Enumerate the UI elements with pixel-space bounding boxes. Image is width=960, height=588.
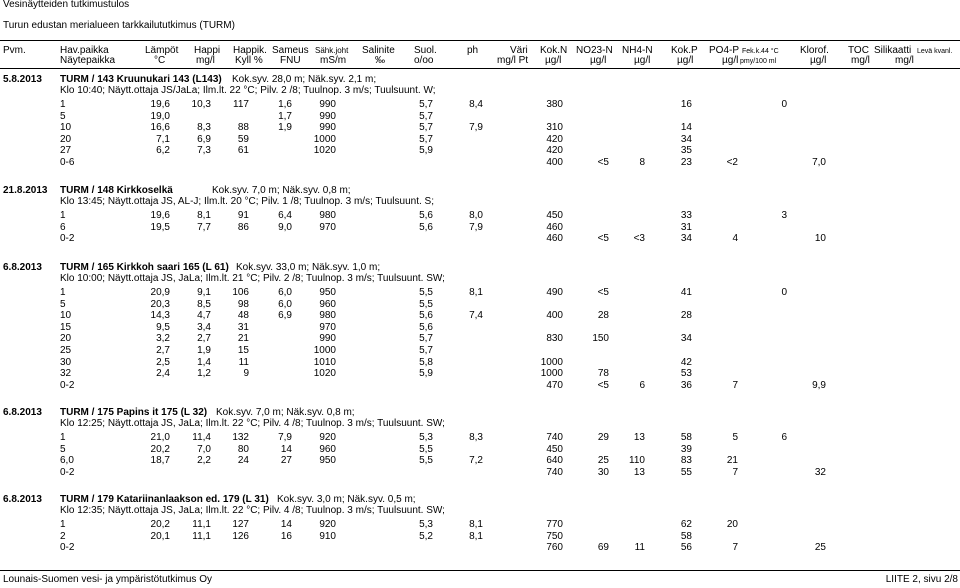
- cell-sahk: 970: [319, 321, 336, 333]
- cell-sahk: 1010: [313, 356, 336, 368]
- cell-suol: 5,9: [419, 368, 433, 380]
- cell-sahk: 970: [319, 221, 336, 233]
- cell-suol: 5,7: [419, 110, 433, 122]
- cell-happik: 61: [237, 145, 249, 157]
- cell-po4: 7: [732, 542, 738, 554]
- cell-fek: 6: [781, 432, 787, 443]
- cell-depth: 1: [60, 432, 66, 443]
- cell-depth: 15: [60, 321, 72, 333]
- header-kokn: Kok.N: [540, 45, 568, 56]
- cell-sameus: 6,4: [278, 210, 292, 221]
- cell-fek: 3: [781, 210, 787, 221]
- cell-happi: 7,3: [197, 145, 211, 157]
- site-conditions: Klo 10:40; Näytt.ottaja JS/JaLa; Ilm.lt. 22 °C; Pilv. 2 /8; Tuulnop. 3 m/s; Tuulsuunt. W;: [60, 85, 436, 96]
- cell-suol: 5,6: [419, 310, 433, 322]
- cell-lampot: 20,3: [150, 298, 170, 310]
- cell-nh4: <3: [633, 233, 645, 245]
- cell-ph: 8,3: [469, 432, 483, 443]
- cell-happik: 24: [237, 455, 249, 467]
- header-havpaikka: Hav.paikka: [60, 45, 109, 56]
- site-name: TURM / 148 Kirkkoselkä: [60, 185, 173, 196]
- header-salinite-unit: ‰: [375, 55, 385, 66]
- header-kokp-unit: µg/l: [677, 55, 694, 66]
- header-happik: Happik.: [233, 45, 267, 56]
- cell-sahk: 960: [319, 443, 336, 455]
- cell-happik: 98: [237, 298, 249, 310]
- cell-happi: 3,4: [197, 321, 211, 333]
- cell-happi: 7,0: [197, 443, 211, 455]
- cell-kokn: 460: [546, 221, 563, 233]
- cell-happik: 127: [232, 519, 249, 530]
- cell-ph: 8,0: [469, 210, 483, 221]
- cell-lampot: 7,1: [156, 133, 170, 145]
- cell-suol: 5,8: [419, 356, 433, 368]
- header-ph: ph: [467, 45, 479, 56]
- cell-happik: 59: [237, 133, 249, 145]
- cell-sameus: 1,6: [278, 99, 292, 110]
- cell-kokp: 23: [680, 157, 692, 168]
- cell-no23: 25: [597, 455, 609, 467]
- cell-sahk: 1000: [313, 133, 336, 145]
- cell-kokp: 58: [680, 530, 692, 542]
- cell-happik: 88: [237, 122, 249, 134]
- cell-happi: 11,1: [192, 519, 211, 530]
- cell-kokn: 470: [546, 379, 563, 391]
- cell-kokn: 310: [546, 122, 563, 134]
- cell-depth: 0-2: [60, 466, 75, 478]
- cell-happi: 10,3: [191, 99, 211, 110]
- header-happi: Happi: [194, 45, 221, 56]
- cell-kokp: 35: [680, 145, 692, 157]
- header-no23-unit: µg/l: [590, 55, 607, 66]
- cell-kokp: 55: [680, 466, 692, 478]
- cell-kokn: 1000: [540, 356, 563, 368]
- cell-po4: 4: [732, 233, 738, 245]
- cell-kokn: 460: [546, 233, 563, 245]
- header-happik-unit: Kyll %: [235, 55, 263, 66]
- cell-depth: 5: [60, 443, 66, 455]
- cell-nh4: 11: [634, 542, 645, 554]
- cell-ph: 8,1: [469, 519, 483, 530]
- cell-lampot: 19,5: [150, 221, 170, 233]
- cell-ph: 7,4: [469, 310, 483, 322]
- cell-kokp: 62: [680, 519, 692, 530]
- site-name: TURM / 165 Kirkkoh saari 165 (L 61): [60, 262, 229, 273]
- header-sameus-unit: FNU: [280, 55, 301, 66]
- header-pvm: Pvm.: [3, 45, 26, 56]
- cell-sahk: 990: [319, 99, 336, 110]
- cell-kokp: 28: [680, 310, 692, 322]
- header-toc-unit: mg/l: [851, 55, 870, 66]
- cell-kokn: 740: [546, 432, 563, 443]
- cell-sahk: 990: [319, 122, 336, 134]
- cell-suol: 5,7: [419, 99, 433, 110]
- cell-no23: 69: [597, 542, 609, 554]
- cell-lampot: 19,0: [150, 110, 170, 122]
- cell-suol: 5,5: [419, 455, 433, 467]
- header-po4: PO4-P: [709, 45, 740, 56]
- cell-nh4: 6: [639, 379, 645, 391]
- site-depth-info: Kok.syv. 7,0 m; Näk.syv. 0,8 m;: [216, 407, 355, 418]
- cell-happi: 1,2: [197, 368, 211, 380]
- cell-happik: 48: [237, 310, 249, 322]
- site-date: 6.8.2013: [3, 262, 42, 273]
- cell-suol: 5,6: [419, 221, 433, 233]
- site-conditions: Klo 13:45; Näytt.ottaja JS, AL-J; Ilm.lt. 20 °C; Pilv. 1 /8; Tuulnop. 3 m/s; Tuulsuunt. S;: [60, 196, 434, 207]
- cell-depth: 27: [60, 145, 72, 157]
- header-suol-unit: o/oo: [414, 55, 434, 66]
- cell-depth: 20: [60, 333, 72, 345]
- cell-lampot: 2,7: [156, 345, 170, 356]
- cell-sahk: 1000: [313, 345, 336, 356]
- cell-lampot: 3,2: [156, 333, 170, 345]
- header-vari: Väri: [510, 45, 528, 56]
- cell-kokp: 36: [680, 379, 692, 391]
- cell-sahk: 1020: [313, 145, 336, 157]
- site-depth-info: Kok.syv. 28,0 m; Näk.syv. 2,1 m;: [232, 74, 377, 85]
- header-sahk-unit: mS/m: [320, 55, 347, 66]
- cell-depth: 10: [60, 310, 72, 322]
- cell-happi: 8,1: [197, 210, 211, 221]
- cell-happik: 117: [233, 99, 249, 110]
- cell-kokn: 450: [546, 443, 563, 455]
- site-name: TURM / 179 Katariinanlaakson ed. 179 (L 31): [60, 494, 269, 505]
- cell-po4: 7: [732, 466, 738, 478]
- cell-kokp: 53: [680, 368, 692, 380]
- cell-lampot: 9,5: [156, 321, 170, 333]
- cell-happik: 31: [237, 321, 249, 333]
- cell-sahk: 980: [319, 310, 336, 322]
- header-po4-unit: µg/l: [722, 55, 739, 66]
- header-top-rule: [0, 40, 960, 41]
- cell-no23: <5: [597, 287, 609, 298]
- header-fek: Fek.k.44 °C: [742, 48, 779, 55]
- cell-ph: 8,1: [469, 530, 483, 542]
- cell-kokn: 640: [546, 455, 563, 467]
- cell-kokn: 1000: [540, 368, 563, 380]
- cell-depth: 2: [60, 530, 66, 542]
- cell-sahk: 920: [319, 519, 336, 530]
- cell-ph: 8,4: [469, 99, 483, 110]
- cell-fek: 0: [781, 99, 787, 110]
- cell-kokp: 42: [680, 356, 692, 368]
- cell-lampot: 20,2: [150, 443, 170, 455]
- cell-suol: 5,7: [419, 345, 433, 356]
- cell-lampot: 6,2: [156, 145, 170, 157]
- site-depth-info: Kok.syv. 33,0 m; Näk.syv. 1,0 m;: [236, 262, 381, 273]
- cell-nh4: 13: [633, 432, 645, 443]
- cell-ph: 7,9: [469, 221, 483, 233]
- cell-nh4: 13: [633, 466, 645, 478]
- cell-sameus: 1,7: [278, 110, 292, 122]
- cell-no23: 78: [597, 368, 609, 380]
- cell-klorof: 32: [814, 466, 826, 478]
- cell-kokn: 400: [546, 310, 563, 322]
- cell-kokp: 14: [680, 122, 692, 134]
- cell-lampot: 2,5: [156, 356, 170, 368]
- cell-kokp: 33: [680, 210, 692, 221]
- cell-happi: 2,2: [197, 455, 211, 467]
- header-bottom-rule: [0, 68, 960, 69]
- header-klorof: Klorof.: [800, 45, 829, 56]
- cell-sahk: 910: [319, 530, 336, 542]
- cell-happi: 2,7: [197, 333, 211, 345]
- cell-sahk: 960: [319, 298, 336, 310]
- cell-suol: 5,6: [419, 321, 433, 333]
- cell-kokn: 490: [546, 287, 563, 298]
- cell-sahk: 990: [319, 333, 336, 345]
- cell-depth: 6: [60, 221, 66, 233]
- header-silikaatti-unit: mg/l: [895, 55, 914, 66]
- header-silikaatti: Silikaatti: [874, 45, 912, 56]
- cell-lampot: 21,0: [150, 432, 170, 443]
- cell-kokp: 34: [680, 333, 692, 345]
- cell-suol: 5,5: [419, 287, 433, 298]
- cell-po4: 20: [726, 519, 738, 530]
- cell-kokn: 450: [546, 210, 563, 221]
- cell-sameus: 6,0: [278, 287, 292, 298]
- header-toc: TOC: [848, 45, 869, 56]
- cell-kokp: 39: [680, 443, 692, 455]
- cell-nh4: 110: [629, 455, 645, 467]
- site-conditions: Klo 12:35; Näytt.ottaja JS, JaLa; Ilm.lt. 22 °C; Pilv. 4 /8; Tuulnop. 3 m/s; Tuulsuunt. SW;: [60, 505, 445, 516]
- cell-sameus: 14: [280, 519, 292, 530]
- cell-depth: 5: [60, 110, 66, 122]
- cell-kokn: 420: [546, 133, 563, 145]
- cell-sahk: 920: [319, 432, 336, 443]
- cell-lampot: 14,3: [150, 310, 170, 322]
- site-conditions: Klo 12:25; Näytt.ottaja JS, JaLa; Ilm.lt. 22 °C; Pilv. 4 /8; Tuulnop. 3 m/s; Tuulsuunt. SW;: [60, 418, 445, 429]
- cell-sameus: 16: [280, 530, 292, 542]
- cell-happi: 1,4: [197, 356, 211, 368]
- cell-kokp: 83: [680, 455, 692, 467]
- cell-klorof: 25: [814, 542, 826, 554]
- cell-po4: 5: [732, 432, 738, 443]
- header-nh4: NH4-N: [622, 45, 653, 56]
- cell-suol: 5,5: [419, 298, 433, 310]
- header-kokp: Kok.P: [671, 45, 698, 56]
- footer-left: Lounais-Suomen vesi- ja ympäristötutkimus Oy: [3, 574, 212, 585]
- cell-no23: 29: [597, 432, 609, 443]
- cell-depth: 1: [60, 287, 66, 298]
- cell-lampot: 20,9: [150, 287, 170, 298]
- cell-depth: 0-2: [60, 233, 75, 245]
- cell-depth: 0-6: [60, 157, 75, 168]
- cell-nh4: 8: [639, 157, 645, 168]
- cell-ph: 7,9: [469, 122, 483, 134]
- cell-suol: 5,7: [419, 133, 433, 145]
- cell-depth: 10: [60, 122, 72, 134]
- cell-depth: 0-2: [60, 542, 75, 554]
- cell-no23: <5: [597, 233, 609, 245]
- site-depth-info: Kok.syv. 7,0 m; Näk.syv. 0,8 m;: [212, 185, 351, 196]
- cell-sahk: 950: [319, 287, 336, 298]
- cell-happi: 6,9: [197, 133, 211, 145]
- cell-depth: 25: [60, 345, 72, 356]
- cell-kokn: 380: [546, 99, 563, 110]
- cell-sahk: 1020: [313, 368, 336, 380]
- cell-po4: <2: [726, 157, 738, 168]
- cell-happik: 126: [232, 530, 249, 542]
- cell-fek: 0: [781, 287, 787, 298]
- cell-happi: 4,7: [197, 310, 211, 322]
- cell-sameus: 14: [280, 443, 292, 455]
- site-date: 5.8.2013: [3, 74, 42, 85]
- cell-ph: 8,1: [469, 287, 483, 298]
- document-subtitle: Turun edustan merialueen tarkkailututkimus (TURM): [3, 20, 235, 31]
- cell-happi: 9,1: [197, 287, 211, 298]
- cell-happi: 8,5: [197, 298, 211, 310]
- header-fek-unit: pmy/100 ml: [740, 58, 777, 65]
- cell-sahk: 950: [319, 455, 336, 467]
- cell-lampot: 19,6: [150, 210, 170, 221]
- cell-happi: 7,7: [197, 221, 211, 233]
- cell-klorof: 10: [814, 233, 826, 245]
- site-date: 21.8.2013: [3, 185, 48, 196]
- cell-kokp: 41: [680, 287, 692, 298]
- cell-sameus: 6,0: [278, 298, 292, 310]
- cell-po4: 21: [726, 455, 738, 467]
- site-name: TURM / 175 Papins it 175 (L 32): [60, 407, 208, 418]
- cell-happi: 8,3: [197, 122, 211, 134]
- cell-no23: 150: [592, 333, 609, 345]
- cell-po4: 7: [732, 379, 738, 391]
- site-date: 6.8.2013: [3, 407, 42, 418]
- cell-kokn: 770: [546, 519, 563, 530]
- cell-ph: 7,2: [469, 455, 483, 467]
- cell-kokp: 34: [680, 133, 692, 145]
- cell-kokp: 31: [680, 221, 692, 233]
- cell-lampot: 18,7: [150, 455, 170, 467]
- cell-happik: 21: [237, 333, 249, 345]
- cell-lampot: 19,6: [150, 99, 170, 110]
- site-date: 6.8.2013: [3, 494, 42, 505]
- cell-happik: 91: [237, 210, 249, 221]
- cell-kokp: 56: [680, 542, 692, 554]
- cell-depth: 6,0: [60, 455, 74, 467]
- cell-no23: 30: [597, 466, 609, 478]
- site-conditions: Klo 10:00; Näytt.ottaja JS, JaLa; Ilm.lt. 21 °C; Pilv. 2 /8; Tuulnop. 3 m/s; Tuulsuunt. SW;: [60, 273, 445, 284]
- cell-suol: 5,3: [419, 519, 433, 530]
- cell-depth: 1: [60, 99, 66, 110]
- document-title: Vesinäytteiden tutkimustulos: [3, 0, 130, 10]
- header-lampot-unit: °C: [154, 55, 166, 66]
- cell-depth: 20: [60, 133, 72, 145]
- header-suol: Suol.: [414, 45, 437, 56]
- cell-kokn: 750: [546, 530, 563, 542]
- cell-happik: 106: [232, 287, 249, 298]
- cell-depth: 5: [60, 298, 66, 310]
- site-name: TURM / 143 Kruunukari 143 (L143): [60, 74, 222, 85]
- cell-klorof: 9,9: [812, 379, 826, 391]
- cell-kokp: 16: [680, 99, 692, 110]
- cell-sameus: 27: [280, 455, 292, 467]
- cell-kokn: 420: [546, 145, 563, 157]
- cell-suol: 5,5: [419, 443, 433, 455]
- cell-happik: 11: [238, 356, 249, 368]
- cell-happi: 11,4: [192, 432, 211, 443]
- cell-suol: 5,2: [419, 530, 433, 542]
- cell-sahk: 990: [319, 110, 336, 122]
- header-naytepaikka: Näytepaikka: [60, 55, 116, 66]
- cell-suol: 5,7: [419, 122, 433, 134]
- cell-depth: 1: [60, 519, 66, 530]
- cell-sameus: 6,9: [278, 310, 292, 322]
- cell-suol: 5,3: [419, 432, 433, 443]
- cell-depth: 30: [60, 356, 72, 368]
- cell-suol: 5,9: [419, 145, 433, 157]
- header-vari-unit: mg/l Pt: [497, 55, 529, 66]
- cell-happik: 80: [237, 443, 249, 455]
- cell-sameus: 7,9: [278, 432, 292, 443]
- cell-happik: 132: [232, 432, 249, 443]
- cell-suol: 5,7: [419, 333, 433, 345]
- cell-happik: 86: [237, 221, 249, 233]
- cell-kokp: 58: [680, 432, 692, 443]
- cell-depth: 32: [60, 368, 72, 380]
- cell-happik: 15: [237, 345, 249, 356]
- cell-no23: <5: [597, 379, 609, 391]
- cell-kokn: 740: [546, 466, 563, 478]
- header-salinite: Salinite: [362, 45, 395, 56]
- cell-sahk: 980: [319, 210, 336, 221]
- cell-kokn: 400: [546, 157, 563, 168]
- cell-lampot: 20,2: [150, 519, 170, 530]
- header-lampot: Lämpöt: [145, 45, 179, 56]
- site-depth-info: Kok.syv. 3,0 m; Näk.syv. 0,5 m;: [277, 494, 416, 505]
- header-sameus: Sameus: [272, 45, 309, 56]
- cell-kokn: 830: [546, 333, 563, 345]
- cell-lampot: 20,1: [150, 530, 170, 542]
- cell-happi: 1,9: [197, 345, 211, 356]
- cell-no23: <5: [597, 157, 609, 168]
- header-kokn-unit: µg/l: [545, 55, 562, 66]
- footer-right: LIITE 2, sivu 2/8: [885, 574, 958, 585]
- cell-happik: 9: [243, 368, 249, 380]
- header-leva: Levä kvanl.: [917, 48, 953, 55]
- cell-no23: 28: [597, 310, 609, 322]
- header-klorof-unit: µg/l: [810, 55, 827, 66]
- header-no23: NO23-N: [576, 45, 613, 56]
- cell-sameus: 1,9: [278, 122, 292, 134]
- cell-sameus: 9,0: [278, 221, 292, 233]
- cell-lampot: 16,6: [150, 122, 170, 134]
- header-happi-unit: mg/l: [196, 55, 215, 66]
- cell-kokn: 760: [546, 542, 563, 554]
- cell-depth: 0-2: [60, 379, 75, 391]
- cell-klorof: 7,0: [812, 157, 826, 168]
- header-nh4-unit: µg/l: [634, 55, 651, 66]
- cell-depth: 1: [60, 210, 66, 221]
- header-sahk: Sähk.joht: [315, 46, 349, 55]
- cell-kokp: 34: [680, 233, 692, 245]
- cell-happi: 11,1: [192, 530, 211, 542]
- cell-suol: 5,6: [419, 210, 433, 221]
- cell-lampot: 2,4: [156, 368, 170, 380]
- footer-rule: [0, 570, 960, 571]
